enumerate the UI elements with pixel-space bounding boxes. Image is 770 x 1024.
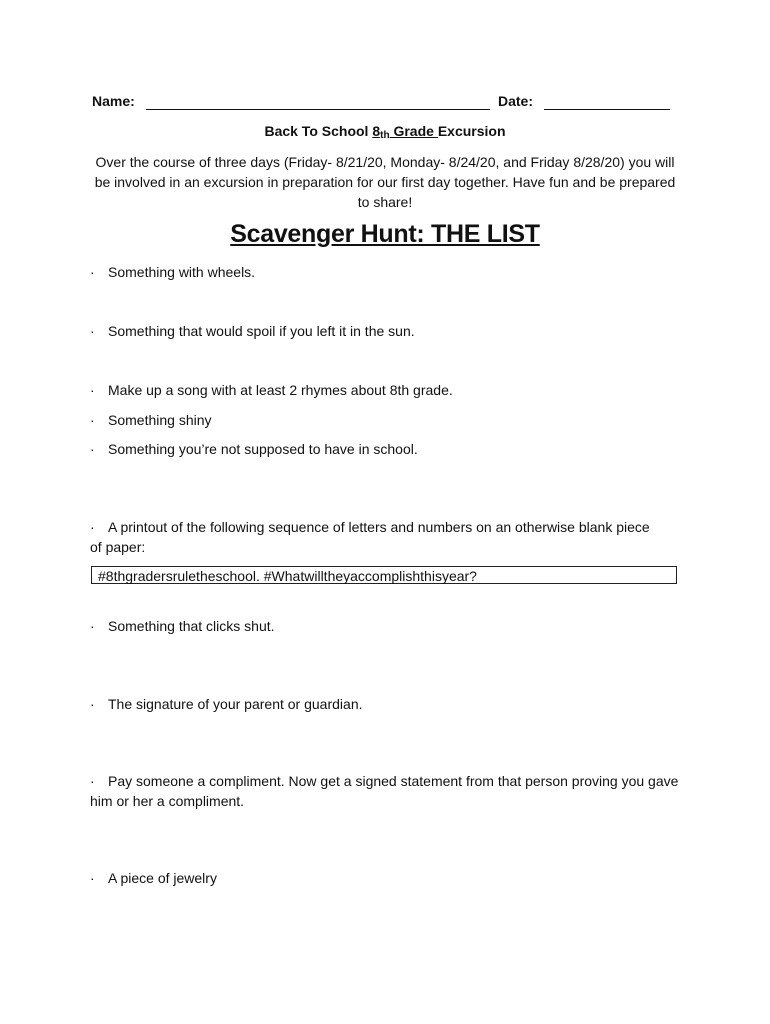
subtitle-prefix: Back To School <box>264 123 373 139</box>
list-item <box>90 410 680 430</box>
list-item-text: Something that clicks shut. <box>108 618 275 634</box>
name-label: Name: <box>92 93 135 109</box>
list-item <box>90 517 665 557</box>
document-subtitle <box>0 123 770 141</box>
list-item <box>90 771 680 811</box>
subtitle-suffix: Excursion <box>437 123 506 139</box>
list-item-text: A piece of jewelry <box>108 870 217 886</box>
bullet: · <box>90 412 95 428</box>
list-item <box>90 439 680 459</box>
list-item-text: A printout of the following sequence of letters and numbers on an otherwise blank piece of paper: <box>90 519 650 555</box>
page-title: Scavenger Hunt: THE LIST <box>230 220 540 248</box>
list-item-text: Make up a song with at least 2 rhymes about 8th grade. <box>108 382 453 398</box>
bullet: · <box>90 323 95 339</box>
name-field-line <box>146 109 490 110</box>
bullet: · <box>90 441 95 457</box>
bullet: · <box>90 696 95 712</box>
list-item <box>90 380 680 400</box>
list-item <box>90 262 680 282</box>
list-item <box>90 694 680 714</box>
list-item-text: Something you’re not supposed to have in school. <box>108 441 418 457</box>
printout-text-box: #8thgradersruletheschool. #Whatwilltheyaccomplishthisyear? <box>91 566 677 584</box>
grade-word: Grade <box>389 123 438 139</box>
bullet: · <box>90 264 95 280</box>
date-field-line <box>544 109 670 110</box>
list-item-text: Something that would spoil if you left it in the sun. <box>108 323 415 339</box>
bullet: · <box>90 773 95 789</box>
bullet: · <box>90 618 95 634</box>
list-item-text: The signature of your parent or guardian. <box>108 696 363 712</box>
date-label: Date: <box>498 93 534 109</box>
bullet: · <box>90 870 95 886</box>
list-item <box>90 616 680 636</box>
list-item <box>90 321 680 341</box>
grade-number: 8 <box>372 123 381 139</box>
bullet: · <box>90 382 95 398</box>
grade-suffix: th <box>380 130 390 141</box>
list-item <box>90 868 680 888</box>
list-item-text: Something shiny <box>108 412 212 428</box>
list-item-text: Something with wheels. <box>108 264 256 280</box>
name-date-row <box>92 93 677 113</box>
list-item-text: Pay someone a compliment. Now get a signed statement from that person proving you gave him or her a compliment. <box>90 773 679 809</box>
subtitle-grade <box>372 123 438 139</box>
bullet: · <box>90 519 95 535</box>
intro-paragraph: Over the course of three days (Friday- 8/21/20, Monday- 8/24/20, and Friday 8/28/20) you will be involved in an excursion in preparation for our first day together. Have fun and be prepared to share! <box>94 154 676 210</box>
